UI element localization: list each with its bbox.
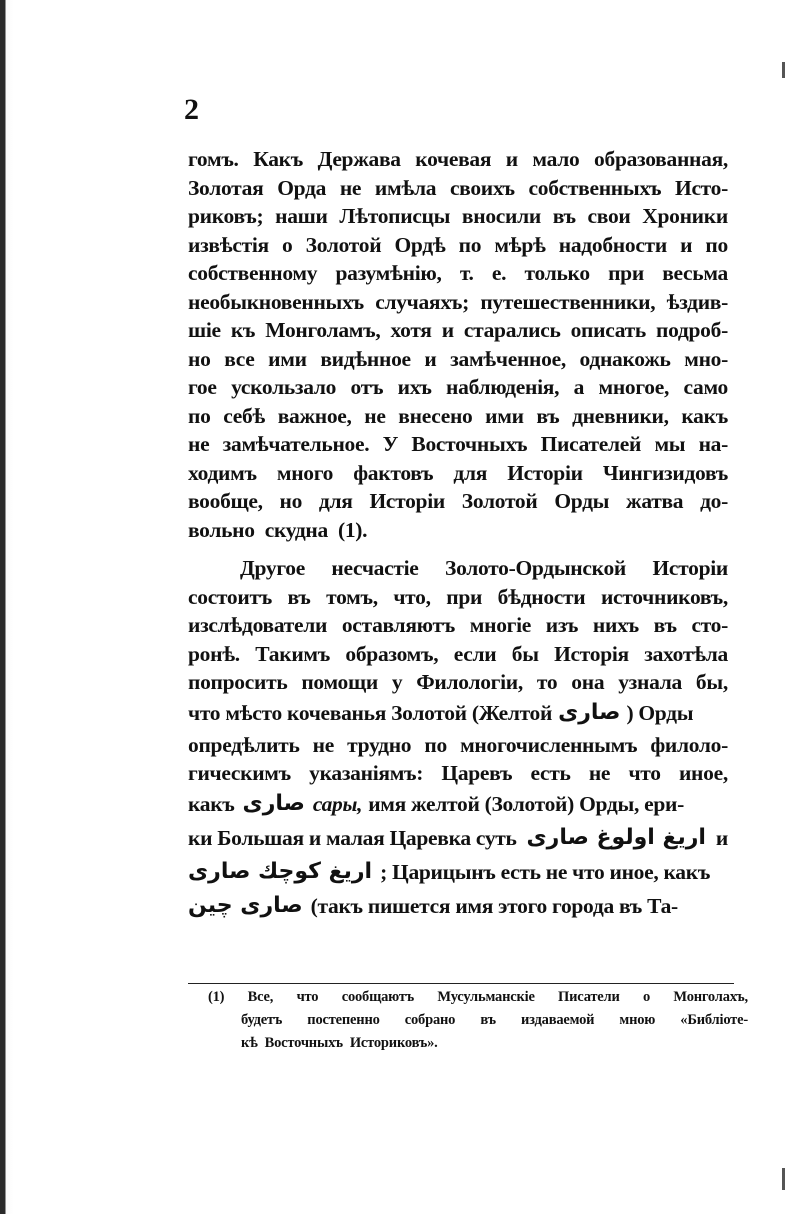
word: указаніямъ: [309,761,424,785]
word: Исторіи [652,556,728,580]
word: У [382,432,399,456]
footnote-word: будетъ [241,1012,283,1028]
text-line [188,145,728,174]
word: Какъ [253,147,303,171]
word: Филологіи, [416,670,523,694]
word: какъ [681,403,728,428]
footnote-word: Все, [247,989,274,1005]
italic-word: сары, [312,792,363,817]
word: Монголамъ, [265,318,381,342]
text-line [188,402,728,431]
text-line [208,1009,748,1032]
word: бы, [695,670,728,694]
text-line [188,288,728,317]
text-run: и [715,826,728,851]
word: риковъ; [188,204,264,228]
word: Такимъ [255,641,330,666]
word: многіе [469,613,532,637]
text-line-opredelit [188,731,728,760]
text-line [188,174,728,203]
word: дневники, [572,403,669,428]
word: Хроники [642,204,728,228]
arabic-word: صاری [558,700,621,726]
text-line-last [188,890,728,924]
scan-speck [782,1168,785,1190]
word: нихъ [592,613,639,637]
word: филоло- [650,732,728,757]
word: ронѣ. [188,641,240,666]
word: Писателей [540,432,642,456]
text-line [188,487,728,516]
arabic-word: صاری [242,791,305,817]
text-line-tsaritsyn [188,856,728,890]
word: кочевая [415,147,492,171]
word: путешественники, [480,289,656,314]
text-line [188,668,728,697]
word: Исторіи [369,489,445,513]
word: и [424,346,437,371]
text-line [188,202,728,231]
text-line [188,345,728,374]
word: случаяхъ; [375,289,469,314]
word: надобности [558,232,667,257]
text-line [188,231,728,260]
word: Лѣтописцы [339,204,451,228]
word: Исторія [554,641,629,666]
word: ходимъ [188,460,257,485]
word: мно- [684,346,728,371]
word: по [188,403,211,428]
text-line [188,373,728,402]
text-run: какъ [188,792,235,817]
word: мы [654,432,686,456]
word: Орды [554,489,610,513]
word: Золотой [461,489,538,513]
word: изъ [545,613,579,637]
word: изслѣдователи [188,613,328,637]
word: многое, [598,375,670,399]
text-run: (такъ пишется имя этого города въ Та- [310,894,678,919]
text-line [188,516,728,545]
word: ими [268,346,307,371]
word: по [705,232,728,257]
word: томъ, [326,584,378,609]
text-run: что мѣсто кочеванья Золотой (Желтой [188,701,553,726]
word: на- [698,432,728,456]
text-line [188,316,728,345]
word: подроб- [656,318,728,342]
word: что, [393,584,431,609]
word: помощи [301,670,378,694]
word: (1). [337,517,368,542]
footnote-word: «Библіоте- [680,1012,748,1028]
word: себѣ [223,403,266,428]
footnote-word: мною [619,1012,656,1028]
word: по [458,232,482,257]
word: образованная, [594,147,728,171]
word: при [446,584,483,609]
footnote-word: о [642,989,651,1005]
word: бѣдности [497,584,586,609]
word: вообще, [188,489,263,513]
word: многочисленнымъ [460,732,638,757]
word: въ [287,584,311,609]
word: само [683,375,728,399]
text-line-gicheskim [188,759,728,788]
word: жатва [626,489,684,513]
text-line-zheltoy [188,697,728,731]
word: Чингизидовъ [602,460,728,485]
word: вносили [461,204,541,228]
text-run: ; Царицынъ есть не что иное, какъ [380,860,711,885]
text-line [188,259,728,288]
word: при [608,261,644,285]
word: гомъ. [188,147,239,171]
footnote-word: въ [480,1012,496,1028]
word: необыкновенныхъ [188,289,364,314]
scan-speck [782,62,785,78]
text-line [208,986,748,1009]
word: о [282,232,293,257]
word: ѣздив- [666,289,728,314]
word: описать [570,318,646,342]
word: трудно [347,732,412,757]
word: для [318,489,353,513]
word: къ [230,318,256,342]
word: оставляютъ [341,613,455,637]
word: хотя [390,318,432,342]
word: извѣстія [188,232,269,257]
text-run: ) Орды [626,701,694,726]
word: не [364,403,386,428]
word: но [188,346,211,371]
word: однакожь [579,346,671,371]
word: замѣченное, [450,346,566,371]
footnote-word: Монголахъ, [673,989,748,1005]
word: наблюденія, [446,375,560,399]
text-line-kak-sary [188,788,728,822]
word: въ [536,403,560,428]
word: старались [463,318,561,342]
word: много [276,460,334,485]
paragraph-2 [188,554,728,697]
footnote-word: что [296,989,319,1005]
word: Держава [317,147,401,171]
word: Орда [277,175,327,200]
word: только [524,261,590,285]
word: а [573,375,585,399]
word: не [188,432,210,456]
word: Царевъ [441,761,513,785]
word: состоитъ [188,584,272,609]
word: несчастіе [331,556,419,580]
arabic-phrase: صاری چین [188,893,303,919]
text-line [188,430,728,459]
text-line [188,459,728,488]
footnote-word: Мусульманскіе [437,989,535,1005]
footnote-rule [188,983,734,984]
text-line [188,611,728,640]
footnote-word: собрано [404,1012,456,1028]
word: ихъ [397,375,432,399]
text-run: ки Большая и малая Царевка суть [188,826,517,851]
word: т. [459,261,474,285]
text-line [188,640,728,669]
main-text [188,145,728,924]
word: гическимъ [188,761,291,785]
word: не [312,732,334,757]
word: мало [532,147,580,171]
word: и [441,318,454,342]
word: источниковъ, [600,584,728,609]
scan-binding-edge [0,0,14,1214]
word: наши [275,204,328,228]
word: образомъ, [345,641,439,666]
word: е. [491,261,507,285]
word: по [424,732,447,757]
word: у [391,670,403,694]
word: гое [188,375,217,399]
arabic-phrase: اریغ اولوغ صاری [526,825,706,851]
word: Золото-Ордынской [445,556,626,580]
word: замѣчательное. [222,432,370,456]
word: собственныхъ [528,175,662,200]
word: для [453,460,488,485]
word: скудна [264,517,328,542]
word: бы [511,641,539,666]
word: и [680,232,693,257]
word: собственному [188,261,318,285]
word: Золотой [305,232,382,257]
word: Ордѣ [394,232,446,257]
footnote-word: (1) [208,989,225,1005]
word: видѣнное [320,346,411,371]
word: захотѣла [644,641,728,666]
footnote-word: постепенно [307,1012,380,1028]
footnote-word: сообщаютъ [341,989,415,1005]
page-number: 2 [184,93,199,126]
word: если [453,641,497,666]
word: мѣрѣ [494,232,546,257]
word: фактовъ [353,460,434,485]
word: своихъ [449,175,515,200]
footnote [208,986,748,1055]
word: ими [485,403,524,428]
word: Восточныхъ [411,432,528,456]
word: въ [653,613,677,637]
word: весьма [662,261,728,285]
word: Исторіи [507,460,583,485]
footnote-word: Восточныхъ [264,1035,343,1051]
word: не [339,175,362,200]
word: все [224,346,255,371]
word: Золотая [188,175,264,200]
word: и [505,147,518,171]
word: до- [700,489,728,513]
word: ускользало [231,375,337,399]
paragraph-1 [188,145,728,544]
word: есть [530,761,571,785]
word: разумѣнію, [335,261,442,285]
footnote-word: кѣ [241,1035,258,1051]
word: не [588,761,611,785]
word: опредѣлить [188,732,300,757]
footnote-word: Историковъ». [349,1035,438,1051]
word: отъ [350,375,384,399]
word: сто- [691,613,728,637]
word: въ [552,204,576,228]
arabic-phrase: اریغ کوچك صاری [188,859,373,885]
word: но [279,489,303,513]
word: важное, [277,403,352,428]
text-line [188,554,728,583]
word: то [536,670,558,694]
word: что [628,761,661,785]
word: узнала [618,670,682,694]
word: Исто- [675,175,728,200]
footnote-word: Писатели [558,989,620,1005]
text-line [188,583,728,612]
word: Другое [240,556,305,580]
word: шіе [188,318,221,342]
word: иное, [678,761,728,785]
text-line [208,1032,748,1055]
word: свои [587,204,631,228]
text-line-bolshaya [188,822,728,856]
word: внесено [398,403,473,428]
word: она [571,670,605,694]
word: попросить [188,670,288,694]
text-run: имя желтой (Золотой) Орды, ери- [368,792,684,817]
word: имѣла [374,175,437,200]
word: вольно [188,517,255,542]
footnote-word: издаваемой [520,1012,595,1028]
